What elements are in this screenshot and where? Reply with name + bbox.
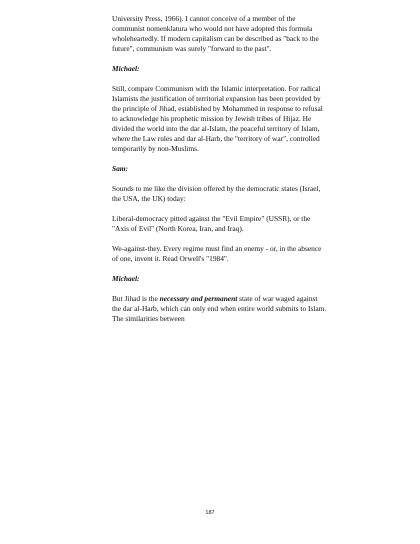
paragraph-democratic-states: Sounds to me like the division offered by the democratic states (Israel, the USA, the UK) today:: [112, 184, 321, 203]
jihad-text-end: state of war waged against the dar al-Harb, which can only end when entire world submits to Islam. The similarities between: [112, 294, 327, 323]
page-number: 187: [205, 510, 215, 516]
paragraph-we-against-they: We-against-they. Every regime must find an enemy - or, in the absence of one, invent it. Read Orwell's "1984".: [112, 244, 322, 263]
emphasis-text: necessary and permanent: [159, 294, 238, 303]
speaker-label-michael-2: Michael:: [112, 274, 140, 283]
paragraph-continuation: University Press, 1966). I cannot conceive of a member of the communist nomenklatura who would not have adopted this formula wholeheartedly. If modern capitalism can be described as "back to the future", communism was surely "forward to the past".: [112, 14, 319, 53]
paragraph-jihad: [112, 294, 327, 324]
paragraph-islamic-interpretation: Still, compare Communism with the Islamic interpretation. For radical Islamists the justification of territorial expansion has been provided by the principle of Jihad, established by Mohammed in response to refusal to acknowledge his prophetic mission by Jewish tribes of Hijaz. He divided the world into the dar al-Islam, the peaceful territory of Islam, where the Law rules and dar al-Harb, the "territory of war", controlled temporarily by non-Muslims.: [112, 84, 323, 153]
paragraph-liberal-democracy: Liberal-democracy pitted against the "Evil Empire" (USSR), or the "Axis of Evil" (North Korea, Iran, and Iraq).: [112, 214, 311, 233]
speaker-label-michael: Michael:: [112, 64, 140, 73]
body-text: [112, 14, 327, 334]
jihad-text-start: But Jihad is the: [112, 294, 160, 303]
speaker-label-sam: Sam:: [112, 164, 129, 173]
